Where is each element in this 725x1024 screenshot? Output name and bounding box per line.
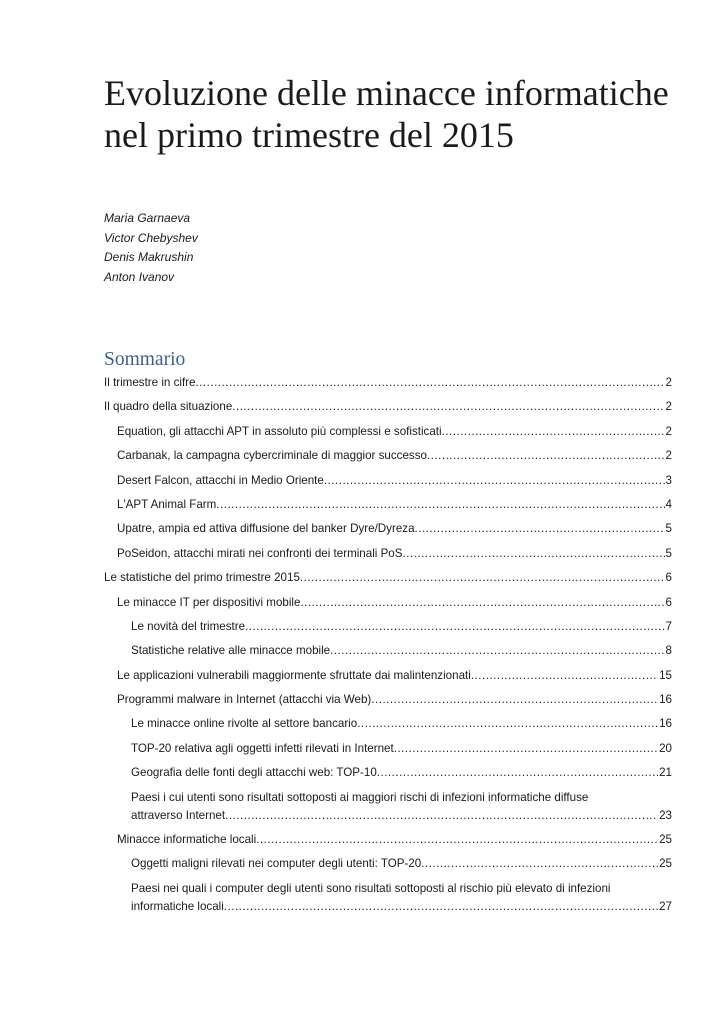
toc-entry[interactable]: Le novità del trimestre ..... 7 xyxy=(104,618,672,636)
toc-entry[interactable]: Il trimestre in cifre ..... 2 xyxy=(104,374,672,392)
toc-entry[interactable]: Le minacce online rivolte al settore bancario ..... 16 xyxy=(104,715,672,733)
table-of-contents xyxy=(104,374,672,922)
toc-entry[interactable]: Statistiche relative alle minacce mobile ..... 8 xyxy=(104,642,672,660)
toc-entry[interactable]: Upatre, ampia ed attiva diffusione del banker Dyre/Dyreza ..... 5 xyxy=(104,520,672,538)
toc-entry[interactable]: Le applicazioni vulnerabili maggiormente sfruttate dai malintenzionati ..... 15 xyxy=(104,667,672,685)
author-name: Anton Ivanov xyxy=(104,270,175,285)
toc-entry[interactable]: Oggetti maligni rilevati nei computer degli utenti: TOP-20 ..... 25 xyxy=(104,855,672,873)
toc-entry[interactable]: Programmi malware in Internet (attacchi via Web) ..... 16 xyxy=(104,691,672,709)
toc-entry[interactable]: PoSeidon, attacchi mirati nei confronti dei terminali PoS ..... 5 xyxy=(104,545,672,563)
toc-entry[interactable]: Minacce informatiche locali ..... 25 xyxy=(104,831,672,849)
toc-entry[interactable]: Desert Falcon, attacchi in Medio Oriente ..... 3 xyxy=(104,472,672,490)
toc-entry[interactable]: Equation, gli attacchi APT in assoluto più complessi e sofisticati ..... 2 xyxy=(104,423,672,441)
title-line-1: Evoluzione delle minacce informatiche xyxy=(104,73,669,113)
toc-entry[interactable]: TOP-20 relativa agli oggetti infetti rilevati in Internet ..... 20 xyxy=(104,740,672,758)
author-name: Maria Garnaeva xyxy=(104,211,191,225)
document-title xyxy=(104,72,694,156)
toc-entry[interactable]: Paesi nei quali i computer degli utenti sono risultati sottoposti al rischio più elevato di infezioni informatiche locali ..... 27 xyxy=(104,880,672,916)
author-list xyxy=(104,209,198,288)
toc-entry[interactable]: Il quadro della situazione ..... 2 xyxy=(104,398,672,416)
toc-entry[interactable]: Carbanak, la campagna cybercriminale di maggior successo ..... 2 xyxy=(104,447,672,465)
toc-entry[interactable]: Geografia delle fonti degli attacchi web: TOP-10 ..... 21 xyxy=(104,764,672,782)
toc-heading: Sommario xyxy=(104,349,186,370)
author-name: Victor Chebyshev xyxy=(104,230,198,245)
title-line-2: nel primo trimestre del 2015 xyxy=(104,115,514,155)
toc-entry[interactable]: Paesi i cui utenti sono risultati sottoposti ai maggiori rischi di infezioni informatiche diffuse attraverso Internet ..... 23 xyxy=(104,789,672,825)
toc-entry[interactable]: L'APT Animal Farm ..... 4 xyxy=(104,496,672,514)
toc-entry[interactable]: Le statistiche del primo trimestre 2015 ..... 6 xyxy=(104,569,672,587)
author-name: Denis Makrushin xyxy=(104,250,194,265)
toc-entry[interactable]: Le minacce IT per dispositivi mobile ..... 6 xyxy=(104,594,672,612)
